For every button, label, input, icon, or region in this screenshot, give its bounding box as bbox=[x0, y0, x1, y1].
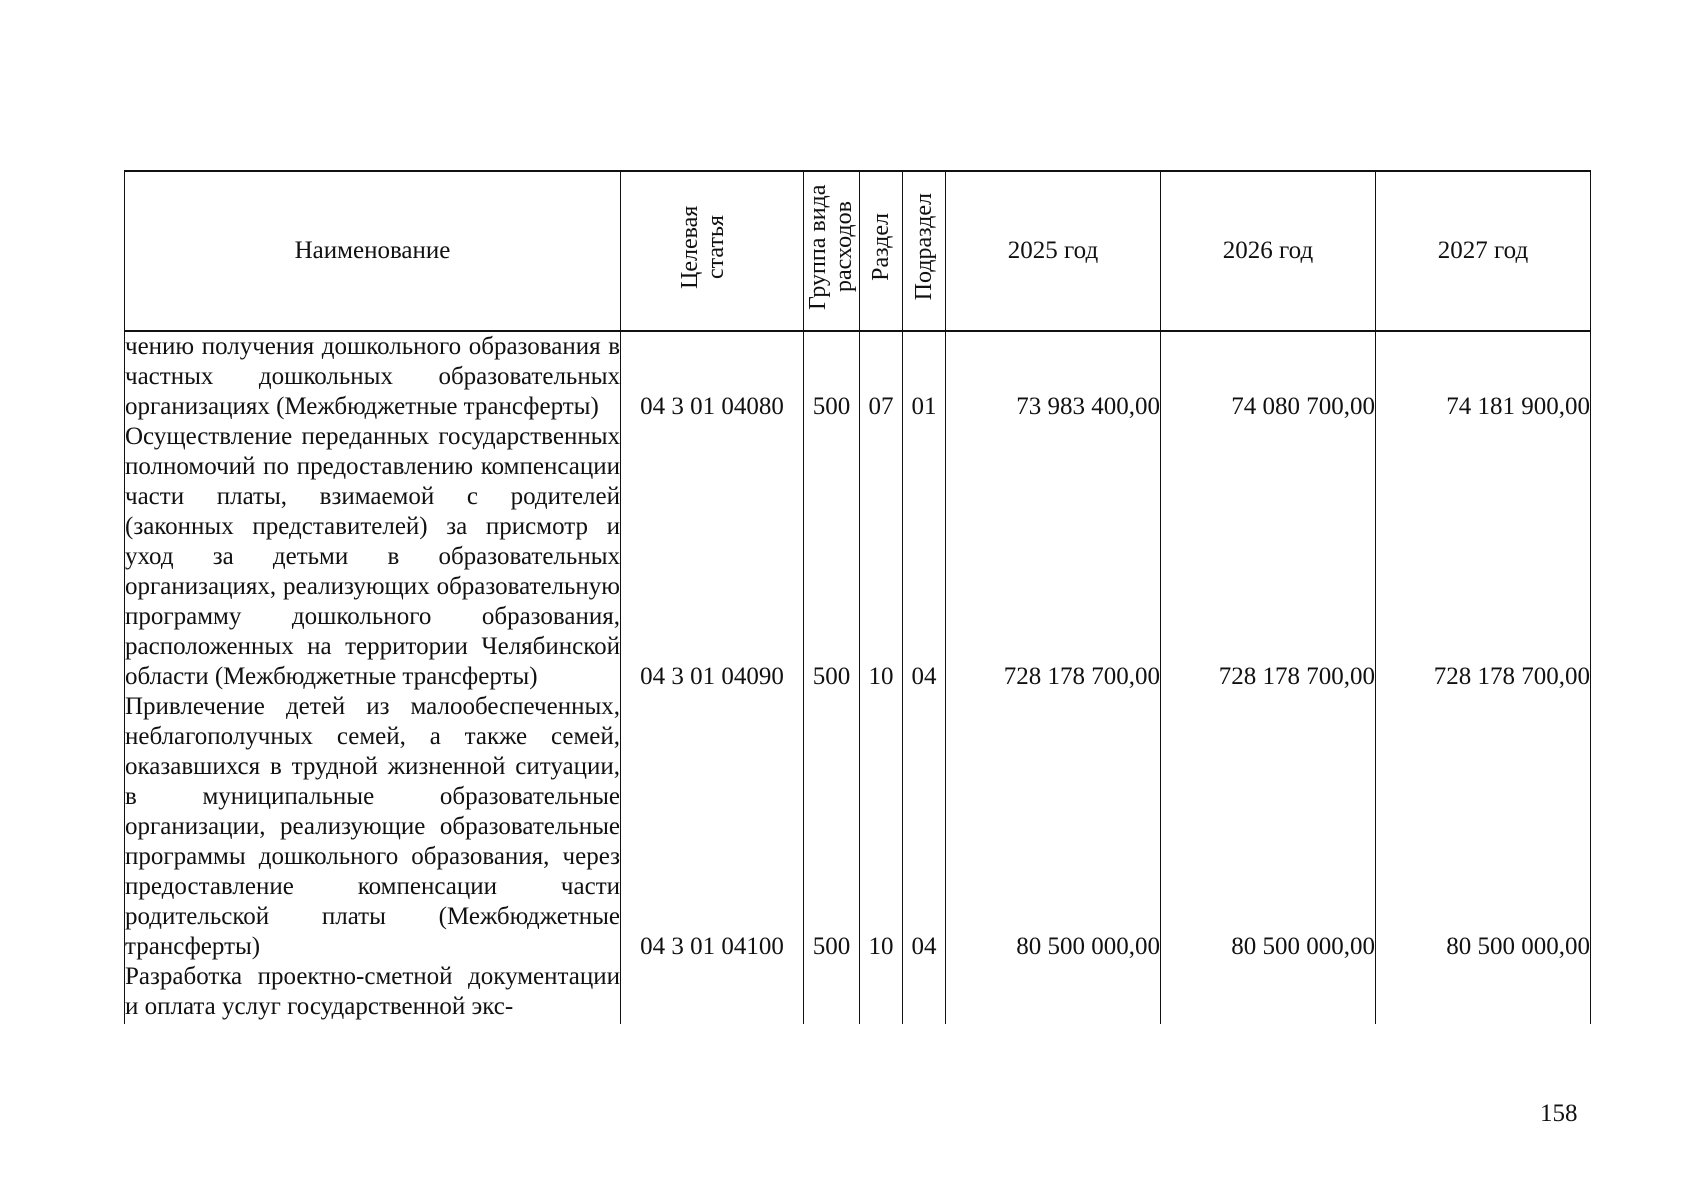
row-2027: 74 181 900,00 bbox=[1376, 331, 1591, 422]
row-section: 07 bbox=[860, 331, 903, 422]
row-expense-group bbox=[804, 962, 860, 1024]
row-subsection: 04 bbox=[903, 692, 946, 962]
budget-table bbox=[124, 170, 1591, 1024]
row-expense-group: 500 bbox=[804, 331, 860, 422]
row-2025: 80 500 000,00 bbox=[946, 692, 1161, 962]
row-subsection: 01 bbox=[903, 331, 946, 422]
table-row bbox=[125, 962, 1591, 1024]
row-name: Осуществление переданных государственных полномочий по предоставлению компенсации части платы, взимаемой с родителей (законных представителей) за присмотр и уход за детьми в образовательных организациях, реализующих образовательную программу дошкольного образования, расположенных на территории Челябинской области (Межбюджетные трансферты) bbox=[125, 423, 620, 690]
row-section: 10 bbox=[860, 692, 903, 962]
row-2025: 73 983 400,00 bbox=[946, 331, 1161, 422]
table-row bbox=[125, 331, 1591, 422]
header-target-article: Целевая статья bbox=[621, 171, 804, 331]
row-subsection bbox=[903, 962, 946, 1024]
row-2027: 728 178 700,00 bbox=[1376, 422, 1591, 692]
header-section: Раздел bbox=[860, 171, 903, 331]
row-expense-group: 500 bbox=[804, 422, 860, 692]
header-name: Наименование bbox=[125, 171, 621, 331]
row-2025 bbox=[946, 962, 1161, 1024]
row-name: Привлечение детей из малообеспеченных, неблагополучных семей, а также семей, оказавшихся в трудной жизненной ситуации, в муниципальные образовательные организации, реализующие образовательные программы дошкольного образования, через предоставление компенсации части родительской платы (Межбюджетные трансферты) bbox=[125, 693, 620, 960]
row-name: чению получения дошкольного образования в частных дошкольных образовательных организациях (Межбюджетные трансферты) bbox=[125, 333, 620, 420]
row-2026: 74 080 700,00 bbox=[1161, 331, 1376, 422]
row-subsection: 04 bbox=[903, 422, 946, 692]
header-subsection: Подраздел bbox=[903, 171, 946, 331]
header-expense-group: Группа вида расходов bbox=[804, 171, 860, 331]
row-2025: 728 178 700,00 bbox=[946, 422, 1161, 692]
row-target-article: 04 3 01 04100 bbox=[621, 692, 804, 962]
table-header bbox=[125, 171, 1591, 331]
table-body bbox=[125, 331, 1591, 1024]
row-2027: 80 500 000,00 bbox=[1376, 692, 1591, 962]
table-row bbox=[125, 422, 1591, 692]
header-2027: 2027 год bbox=[1376, 171, 1591, 331]
page-number: 158 bbox=[1540, 1100, 1578, 1127]
row-target-article: 04 3 01 04090 bbox=[621, 422, 804, 692]
header-2026: 2026 год bbox=[1161, 171, 1376, 331]
row-2027 bbox=[1376, 962, 1591, 1024]
row-2026: 80 500 000,00 bbox=[1161, 692, 1376, 962]
row-section bbox=[860, 962, 903, 1024]
row-target-article: 04 3 01 04080 bbox=[621, 331, 804, 422]
row-2026: 728 178 700,00 bbox=[1161, 422, 1376, 692]
row-section: 10 bbox=[860, 422, 903, 692]
table-row bbox=[125, 692, 1591, 962]
row-expense-group: 500 bbox=[804, 692, 860, 962]
row-2026 bbox=[1161, 962, 1376, 1024]
row-target-article bbox=[621, 962, 804, 1024]
row-name: Разработка проектно-сметной документации и оплата услуг государственной экс- bbox=[125, 962, 621, 1024]
header-2025: 2025 год bbox=[946, 171, 1161, 331]
